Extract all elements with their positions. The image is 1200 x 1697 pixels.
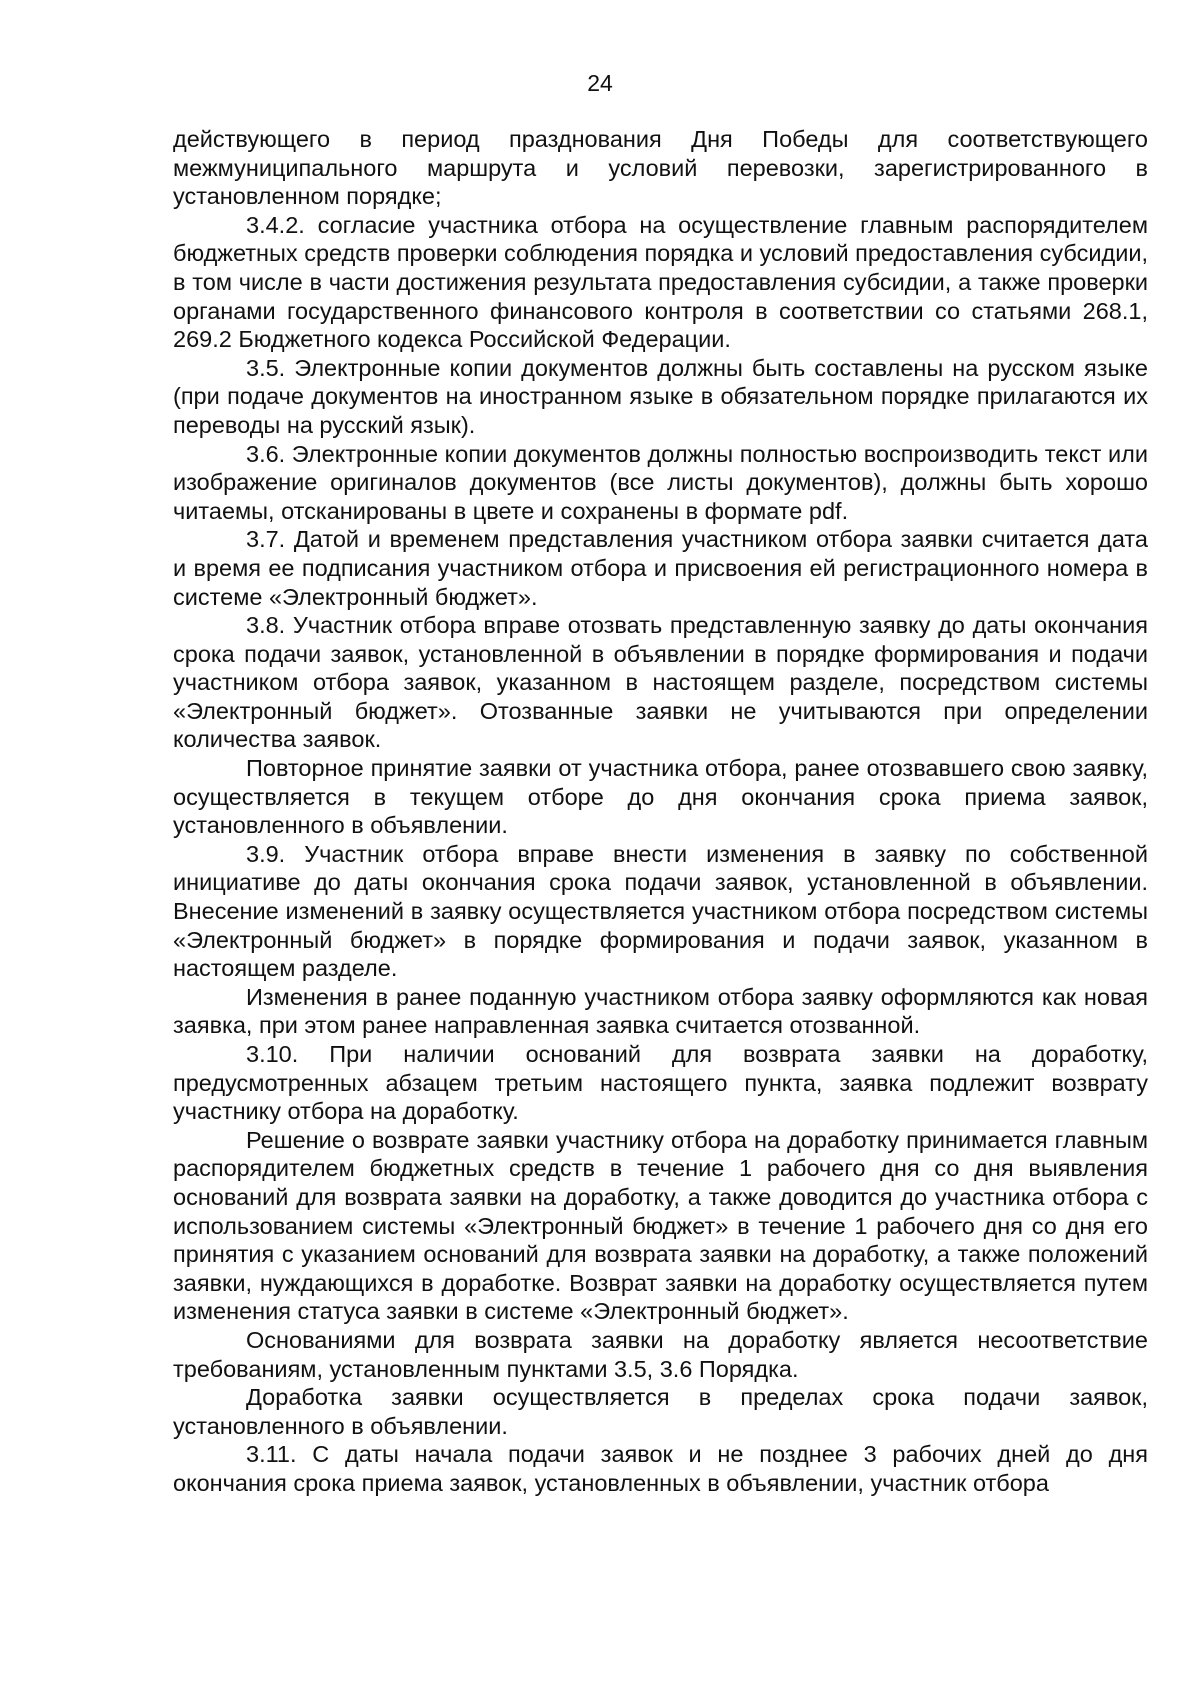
paragraph-3-10-return-decision: Решение о возврате заявки участнику отбора на доработку принимается главным распорядителем бюджетных средств в течение 1 рабочего дня со дня выявления оснований для возврата заявки на доработку, а также доводится до участника отбора с использованием системы «Электронный бюджет» в течение 1 рабочего дня со дня его принятия с указанием оснований для возврата заявки на доработку, а также положений заявки, нуждающихся в доработке. Возврат заявки на доработку осуществляется путем изменения статуса заявки в системе «Электронный бюджет». — [173, 1126, 1148, 1325]
paragraph-3-8-repeat-submission: Повторное принятие заявки от участника отбора, ранее отозвавшего свою заявку, осуществляется в текущем отборе до дня окончания срока приема заявок, установленного в объявлении. — [173, 755, 1148, 839]
paragraph-3-11: 3.11. С даты начала подачи заявок и не позднее 3 рабочих дней до дня окончания срока приема заявок, установленных в объявлении, участник отбора — [173, 1441, 1148, 1496]
document-body — [173, 125, 1148, 1498]
paragraph-3-10: 3.10. При наличии оснований для возврата заявки на доработку, предусмотренных абзацем третьим настоящего пункта, заявка подлежит возврату участнику отбора на доработку. — [173, 1041, 1148, 1125]
paragraph-3-9: 3.9. Участник отбора вправе внести изменения в заявку по собственной инициативе до даты окончания срока подачи заявок, установленной в объявлении. Внесение изменений в заявку осуществляется участником отбора посредством системы «Электронный бюджет» в порядке формирования и подачи заявок, указанном в настоящем разделе. — [173, 840, 1148, 982]
paragraph-3-5: 3.5. Электронные копии документов должны быть составлены на русском языке (при подаче документов на иностранном языке в обязательном порядке прилагаются их переводы на русский язык). — [173, 354, 1148, 438]
paragraph-3-10-revision: Доработка заявки осуществляется в пределах срока подачи заявок, установленного в объявлении. — [173, 1384, 1148, 1439]
paragraph-3-8: 3.8. Участник отбора вправе отозвать представленную заявку до даты окончания срока подачи заявок, установленной в объявлении в порядке формирования и подачи участником отбора заявок, указанном в настоящем разделе, посредством системы «Электронный бюджет». Отозванные заявки не учитываются при определении количества заявок. — [173, 612, 1148, 753]
paragraph-continuation: действующего в период празднования Дня Победы для соответствующего межмуниципального маршрута и условий перевозки, зарегистрированного в установленном порядке; — [173, 126, 1148, 210]
paragraph-3-6: 3.6. Электронные копии документов должны полностью воспроизводить текст или изображение оригиналов документов (все листы документов), должны быть хорошо читаемы, отсканированы в цвете и сохранены в формате pdf. — [173, 440, 1148, 524]
paragraph-3-10-return-grounds: Основаниями для возврата заявки на доработку является несоответствие требованиям, установленным пунктами 3.5, 3.6 Порядка. — [173, 1326, 1148, 1382]
paragraph-3-9-changes: Изменения в ранее поданную участником отбора заявку оформляются как новая заявка, при этом ранее направленная заявка считается отозванной. — [173, 983, 1148, 1039]
paragraph-3-7: 3.7. Датой и временем представления участником отбора заявки считается дата и время ее подписания участником отбора и присвоения ей регистрационного номера в системе «Электронный бюджет». — [173, 526, 1148, 610]
paragraph-3-4-2: 3.4.2. согласие участника отбора на осуществление главным распорядителем бюджетных средств проверки соблюдения порядка и условий предоставления субсидии, в том числе в части достижения результата предоставления субсидии, а также проверки органами государственного финансового контроля в соответствии со статьями 268.1, 269.2 Бюджетного кодекса Российской Федерации. — [173, 211, 1148, 353]
page-number: 24 — [587, 70, 613, 96]
